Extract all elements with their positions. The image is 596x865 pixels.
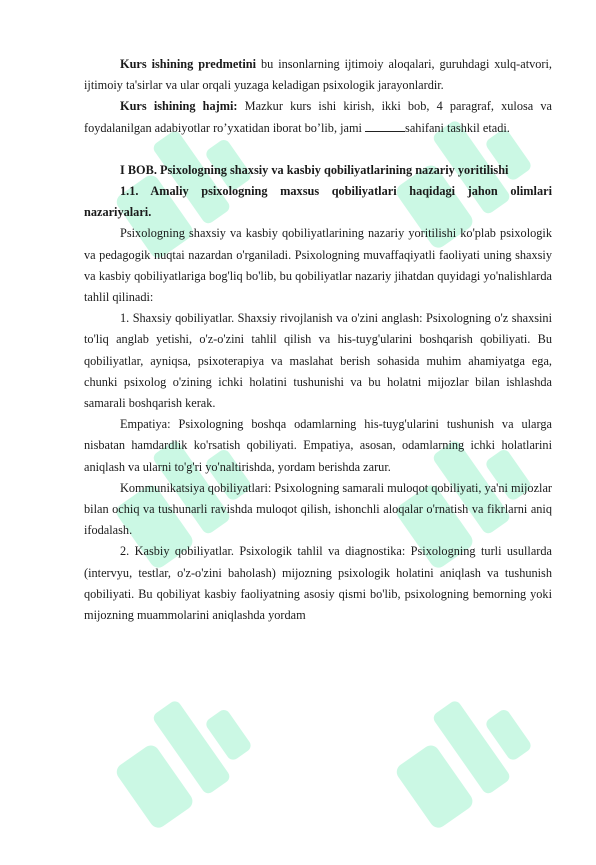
course-subject-text: bu insonlarning ijtimoiy aloqalari, guruhdagi xulq-atvori, ijtimoiy ta'sirlar va ular orqali yuzaga keladigan psixologik jarayonlardir. [84,57,552,93]
watermark-logo-icon [350,640,570,860]
paragraph-course-subject [84,54,552,96]
paragraph-personal-abilities: 1. Shaxsiy qobiliyatlar. Shaxsiy rivojlanish va o'zini anglash: Psixologning o'z shaxsini to'liq anglab yetishi, o'z-o'zini tahlil qilish va his-tuyg'ularini boshqarish qobiliyati. Bu qobiliyatlar, ayniqsa, psixoterapiya va maslahat berish sohasida muhim ahamiyatga ega, chunki psixolog o'zining ichki holatini tushunishi va bu holatni mijozlar bilan ishlashda samarali boshqarish kerak. [84,311,552,411]
document-page [84,54,552,626]
course-volume-text: Mazkur kurs ishi kirish, ikki bob, 4 paragraf, xulosa va foydalanilgan adabiyotlar ro’yxatidan iborat bo’lib, jami [84,99,552,135]
paragraph-professional-abilities: 2. Kasbiy qobiliyatlar. Psixologik tahlil va diagnostika: Psixologning turli usullarda (intervyu, testlar, o'z-o'zini baholash) mijozning psixologik holatini aniqlash va tushunish qobiliyati. Bu qobiliyat kasbiy faoliyatning asosiy qismi bo'lib, psixologning bemorning yoki mijozning muammolarini aniqlashda yordam [84,544,552,623]
watermark-logo-icon [70,640,290,860]
chapter-heading: I BOB. Psixologning shaxsiy va kasbiy qobiliyatlarining nazariy yoritilishi [120,162,509,177]
course-volume-text-end: sahifani tashkil etadi. [405,120,510,135]
paragraph-empathy: Empatiya: Psixologning boshqa odamlarning his-tuyg'ularini tushunish va ularga nisbatan hamdardlik ko'rsatish qobiliyati. Empatiya, asosan, odamlarning ichki holatlarini aniqlash va ularni to'g'ri yo'naltirishda, yordam berishda zarur. [84,417,552,474]
section-heading: 1.1. Amaliy psixologning maxsus qobiliyatlari haqidagi jahon olimlari nazariyalari. [84,184,552,220]
page-count-blank [365,120,405,132]
paragraph-intro: Psixologning shaxsiy va kasbiy qobiliyatlarining nazariy yoritilishi ko'plab psixologik va pedagogik nuqtai nazardan o'rganiladi. Psixologning muvaffaqiyatli faoliyati uning shaxsiy va kasbiy qobiliyatlariga bog'liq bo'lib, bu qobiliyatlar nazariy jihatdan quyidagi yo'nalishlarda tahlil qilinadi: [84,226,552,305]
paragraph-course-volume [84,96,552,138]
course-subject-label: Kurs ishining predmetini [120,57,257,71]
paragraph-communication: Kommunikatsiya qobiliyatlari: Psixologning samarali muloqot qobiliyati, ya'ni mijozlar bilan ochiq va tushunarli ravishda muloqot qilish, ishonchli aloqalar o'rnatish va fikrlarni aniq ifodalash. [84,480,552,538]
course-volume-label: Kurs ishining hajmi: [120,99,238,114]
